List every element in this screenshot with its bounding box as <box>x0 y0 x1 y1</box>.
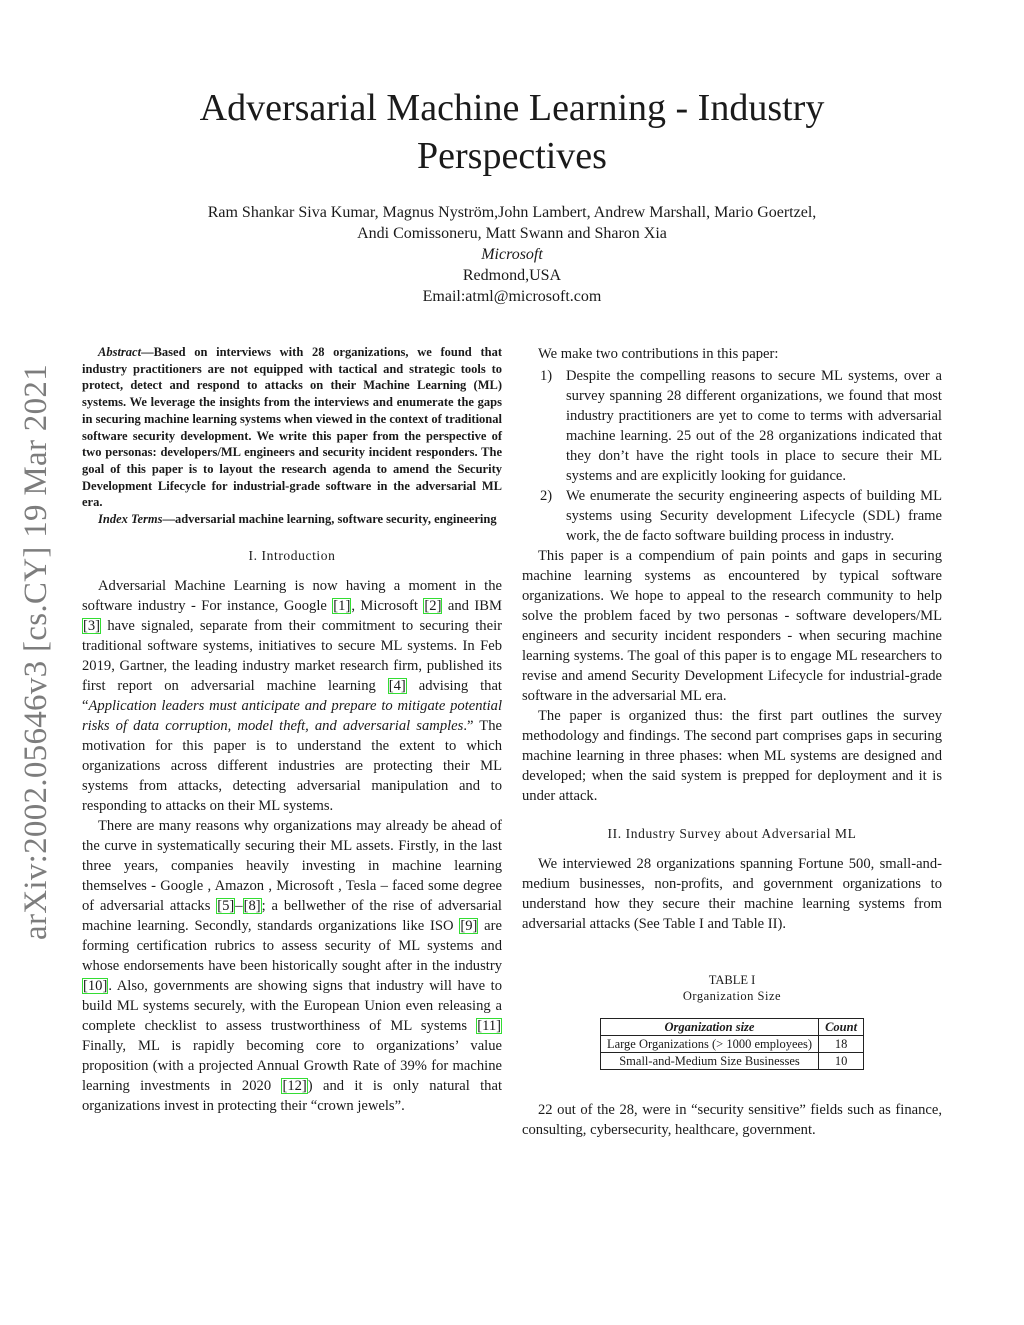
abstract-label: Abstract <box>98 345 142 359</box>
abstract-text: —Based on interviews with 28 organizations, we found that industry practitioners are not equipped with tactical and strategic tools to protect, detect and respond to attacks on their Machine Learning (ML) systems. We leverage the insights from the interviews and enumerate the gaps in securing machine learning systems when viewed in the context of traditional software security development. We write this paper from the perspective of two personas: developers/ML engineers and security incident responders. The goal of this paper is to layout the research agenda to amend the Security Development Lifecycle for industrial-grade software in the adversarial ML era. <box>82 345 502 510</box>
author-email: Email:atml@microsoft.com <box>422 288 602 305</box>
paper-title: Adversarial Machine Learning - Industry Perspectives <box>199 87 825 177</box>
left-column <box>82 344 502 1116</box>
citation-link[interactable]: [5] <box>217 897 235 914</box>
affiliation-location: Redmond,USA <box>462 267 562 284</box>
text-run: have signaled, separate from their commitment to securing their traditional software systems, initiatives to secure ML systems. In Feb 2019, Gartner, the leading industry market research firm, published its first report on adversarial machine learning <box>82 617 502 694</box>
text-run: advising that “ <box>82 677 502 714</box>
index-terms-label: Index Terms <box>98 512 163 527</box>
right-paragraph-1: This paper is a compendium of pain points and gaps in securing machine learning systems as encountered by typical software organizations. We hope to appeal to the research community to help solve the problem faced by two personas - software developers/ML engineers and security incident responders - when securing machine learning systems. The goal of this paper is to engage ML researchers to revise and amend Security Development Lifecycle for industrial-grade software in the adversarial ML era. <box>522 548 942 704</box>
table-cell: Large Organizations (> 1000 employees) <box>600 1036 818 1053</box>
text-run: , Microsoft <box>351 597 424 614</box>
list-item-number: 2) <box>540 488 553 504</box>
citation-link[interactable]: [8] <box>243 897 261 914</box>
citation-link[interactable]: [2] <box>424 597 442 614</box>
right-paragraph-2: The paper is organized thus: the first part outlines the survey methodology and findings. The second part comprises gaps in securing machine learning in three phases: when ML systems are designed and developed; when the said system is prepped for deployment and it is under attack. <box>522 708 942 804</box>
section-heading-introduction: I. Introduction <box>248 547 336 563</box>
list-item-text: We enumerate the security engineering aspects of building ML systems using Security development Lifecycle (SDL) frame work, the de facto software building process in industry. <box>566 488 942 544</box>
text-run: ) and it is only natural that organizations invest in protecting their “crown jewels”. <box>82 1077 502 1114</box>
contributions-list <box>522 366 942 546</box>
table-cell: 10 <box>819 1053 864 1070</box>
text-run: There are many reasons why organizations may already be ahead of the curve in systematically securing their ML assets. Firstly, in the last three years, companies heavily investing in machine learning themselves - Google , Amazon , Microsoft , Tesla – faced some degree of adversarial attacks <box>82 817 502 914</box>
text-run: . Also, governments are showing signs that industry will have to build ML systems securely, with the European Union even releasing a complete checklist to assess trustworthiness of ML systems <box>82 977 502 1034</box>
citation-link[interactable]: [12] <box>282 1077 307 1094</box>
text-run: Finally, ML is rapidly becoming core to organizations’ value proposition (with a projected Annual Growth Rate of 39% for machine learning investments in 2020 <box>82 1037 502 1094</box>
list-item-text: Despite the compelling reasons to secure ML systems, over a survey spanning 28 different organizations, we found that most industry practitioners are yet to come to terms with adversarial machine learning. 25 out of the 28 organizations indicated that they don’t have the right tools in place to secure their ML systems and are explicitly looking for guidance. <box>566 368 942 484</box>
citation-link[interactable]: [1] <box>333 597 351 614</box>
table-caption <box>522 972 942 1004</box>
table-header-cell: Count <box>819 1019 864 1036</box>
table-header-cell: Organization size <box>600 1019 818 1036</box>
abstract <box>82 344 502 511</box>
right-column <box>522 344 942 1140</box>
table-row <box>600 1036 863 1053</box>
citation-link[interactable]: [4] <box>388 677 406 694</box>
author-list-line-2: Andi Comissoneru, Matt Swann and Sharon Xia <box>357 225 667 242</box>
table-label: TABLE I <box>708 973 756 987</box>
author-list-line-1: Ram Shankar Siva Kumar, Magnus Nyström,John Lambert, Andrew Marshall, Mario Goertzel, <box>207 204 817 221</box>
citation-link[interactable]: [3] <box>83 617 101 634</box>
index-terms-text: —adversarial machine learning, software security, engineering <box>162 512 497 527</box>
organization-size-table <box>600 1018 864 1070</box>
text-run: ; a bellwether of the rise of adversarial machine learning. Secondly, standards organizations like ISO <box>82 897 502 934</box>
table-cell: Small-and-Medium Size Businesses <box>600 1053 818 1070</box>
citation-link[interactable]: [11] <box>477 1017 501 1034</box>
text-run: .” The motivation for this paper is to understand the extent to which organizations across different industries are protecting their ML systems from attacks, detecting adversarial manipulation and to responding to attacks on their ML systems. <box>82 717 502 814</box>
list-item <box>522 366 942 486</box>
affiliation-org: Microsoft <box>481 246 543 263</box>
citation-link[interactable]: [9] <box>460 917 478 934</box>
text-run: Adversarial Machine Learning is now having a moment in the software industry - For instance, Google <box>82 577 502 614</box>
survey-paragraph-2: 22 out of the 28, were in “security sensitive” fields such as finance, consulting, cybersecurity, healthcare, government. <box>522 1102 942 1138</box>
citation-link[interactable]: [10] <box>83 977 108 994</box>
list-item <box>522 486 942 546</box>
survey-paragraph-1: We interviewed 28 organizations spanning Fortune 500, small-and-medium businesses, non-profits, and government organizations to understand how they secure their machine learning systems from adversarial attacks (See Table I and Table II). <box>522 856 942 932</box>
contributions-intro: We make two contributions in this paper: <box>538 346 779 362</box>
table-cell: 18 <box>819 1036 864 1053</box>
text-run: and IBM <box>442 597 502 614</box>
author-block <box>90 203 934 308</box>
table-title: Organization Size <box>682 989 782 1003</box>
list-item-number: 1) <box>540 368 553 384</box>
arxiv-side-stamp: arXiv:2002.05646v3 [cs.CY] 19 Mar 2021 <box>18 364 54 940</box>
text-run: are forming certification rubrics to assess security of ML systems and whose endorsements have been historically sought after in the industry <box>82 917 503 974</box>
table-row <box>600 1053 863 1070</box>
text-run: – <box>235 897 243 914</box>
intro-paragraph-2 <box>82 816 502 1116</box>
table-header-row <box>600 1019 863 1036</box>
intro-paragraph-1 <box>82 576 502 816</box>
section-heading-industry-survey: II. Industry Survey about Adversarial ML <box>607 826 857 841</box>
gartner-quote: Application leaders must anticipate and prepare to mitigate potential risks of data corruption, model theft, and adversarial samples <box>82 697 502 734</box>
index-terms <box>82 511 502 528</box>
